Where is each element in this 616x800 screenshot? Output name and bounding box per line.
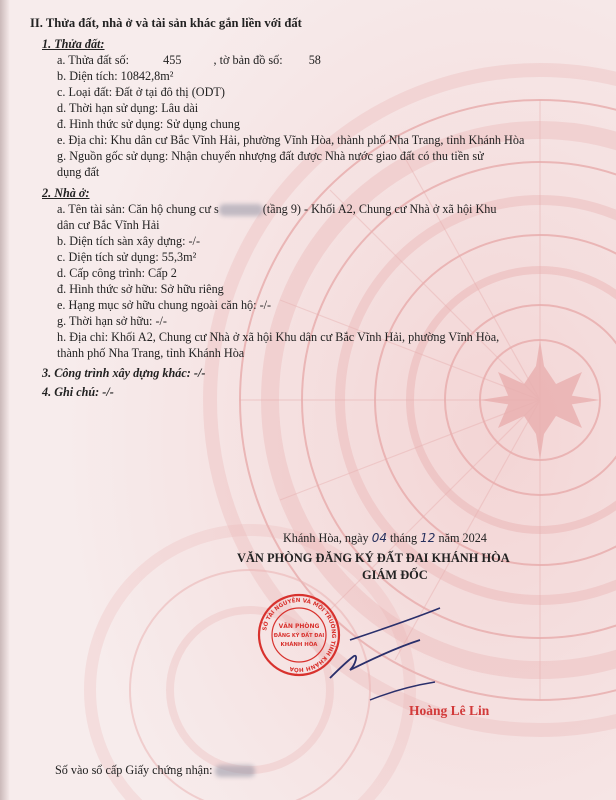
signing-month: 12 — [420, 531, 436, 545]
redacted-blur — [219, 204, 263, 216]
stamp-line3: KHÁNH HÒA — [280, 642, 318, 648]
land-usage-form: đ. Hình thức sử dụng: Sử dụng chung — [57, 117, 240, 131]
registration-number — [55, 762, 255, 778]
house-address-line1: h. Địa chỉ: Khối A2, Chung cư Nhà ở xã hội Khu dân cư Bắc Vĩnh Hải, phường Vĩnh Hòa, — [57, 330, 500, 344]
house-common-items: e. Hạng mục sở hữu chung ngoài căn hộ: -/- — [57, 298, 272, 312]
land-parcel-number: 455 — [163, 53, 182, 67]
year-label: năm — [438, 531, 460, 545]
redacted-blur — [215, 765, 255, 777]
signer-name: Hoàng Lê Lin — [409, 703, 490, 718]
land-address: e. Địa chỉ: Khu dân cư Bắc Vĩnh Hải, phường Vĩnh Hòa, thành phố Nha Trang, tỉnh Khánh Hòa — [57, 133, 525, 147]
place-date-prefix: Khánh Hòa, ngày — [283, 531, 369, 545]
land-origin-line1: g. Nguồn gốc sử dụng: Nhận chuyển nhượng đất được Nhà nước giao đất có thu tiền sử — [57, 149, 484, 163]
house-grade: d. Cấp công trình: Cấp 2 — [57, 266, 177, 280]
section-title: II. Thửa đất, nhà ở và tài sản khác gắn liền với đất — [30, 16, 302, 30]
stamp-outer-text: SỞ TÀI NGUYÊN VÀ MÔI TRƯỜNG TỈNH KHÁNH HÒA — [262, 597, 337, 673]
land-parcel-label: a. Thửa đất số: — [57, 53, 130, 67]
stamp-line2: ĐĂNG KÝ ĐẤT ĐAI — [273, 633, 325, 639]
land-origin-line2: dụng đất — [57, 165, 100, 179]
house-ownership-term: g. Thời hạn sở hữu: -/- — [57, 314, 167, 328]
other-construction: 3. Công trình xây dựng khác: -/- — [42, 366, 206, 380]
notes: 4. Ghi chú: -/- — [42, 385, 114, 399]
place-date — [283, 530, 487, 546]
house-floor-area: b. Diện tích sàn xây dựng: -/- — [57, 234, 201, 248]
signing-day: 04 — [371, 531, 387, 545]
house-asset-prefix: a. Tên tài sản: Căn hộ chung cư s — [57, 202, 219, 216]
signing-year: 2024 — [462, 531, 487, 545]
land-heading: 1. Thửa đất: — [42, 37, 105, 51]
signer-title: GIÁM ĐỐC — [362, 568, 428, 582]
house-heading: 2. Nhà ở: — [42, 186, 90, 200]
issuing-office: VĂN PHÒNG ĐĂNG KÝ ĐẤT ĐAI KHÁNH HÒA — [237, 551, 510, 565]
house-ownership-form: đ. Hình thức sở hữu: Sở hữu riêng — [57, 282, 224, 296]
land-duration: d. Thời hạn sử dụng: Lâu dài — [57, 101, 199, 115]
land-area: b. Diện tích: 10842,8m² — [57, 69, 174, 83]
land-map-number: 58 — [308, 53, 321, 67]
land-parcel-row — [57, 52, 321, 68]
stamp-line1: VĂN PHÒNG — [278, 623, 320, 630]
house-asset-suffix: (tầng 9) - Khối A2, Chung cư Nhà ở xã hội Khu — [262, 202, 497, 216]
house-usable-area: c. Diện tích sử dụng: 55,3m² — [57, 250, 197, 264]
land-map-label: , tờ bản đồ số: — [213, 53, 283, 67]
house-asset-line2: dân cư Bắc Vĩnh Hải — [57, 218, 160, 232]
month-label: tháng — [390, 531, 418, 545]
land-type: c. Loại đất: Đất ở tại đô thị (ODT) — [57, 85, 225, 99]
handwritten-signature — [310, 600, 460, 710]
registration-label: Số vào sổ cấp Giấy chứng nhận: — [55, 763, 213, 777]
house-asset-name — [57, 201, 496, 217]
house-address-line2: thành phố Nha Trang, tỉnh Khánh Hòa — [57, 346, 245, 360]
